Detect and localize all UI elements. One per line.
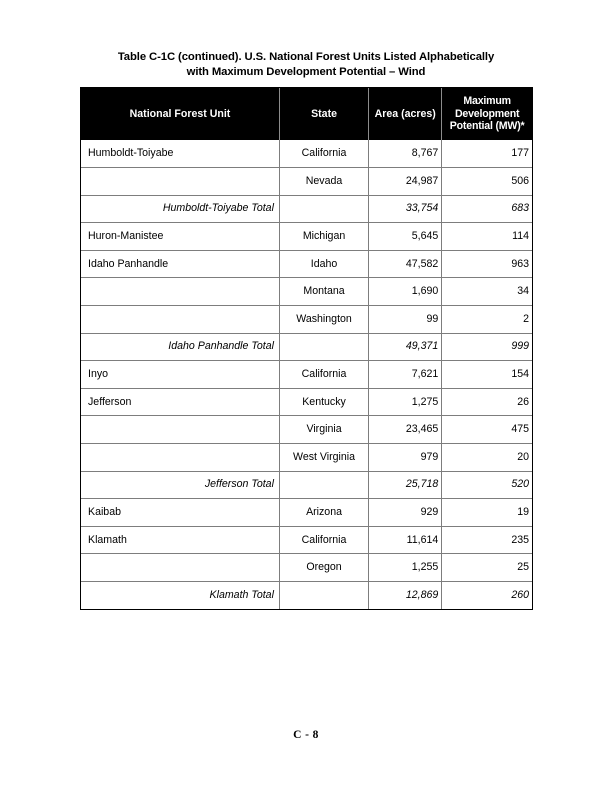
- column-header-max-development-potential: [442, 88, 532, 140]
- cell-max-development-potential-mw: 34: [442, 278, 532, 306]
- cell-max-development-potential-mw: 475: [442, 416, 532, 444]
- cell-state: West Virginia: [279, 444, 368, 472]
- table-row: [81, 168, 532, 196]
- cell-unit-total-label: Klamath Total: [81, 582, 279, 610]
- cell-area-acres: 33,754: [369, 195, 442, 223]
- table-row: [81, 195, 532, 223]
- cell-area-acres: 25,718: [369, 471, 442, 499]
- cell-area-acres: 929: [369, 499, 442, 527]
- table-row: [81, 416, 532, 444]
- cell-state: California: [279, 140, 368, 168]
- table-row: [81, 250, 532, 278]
- table-row: [81, 444, 532, 472]
- cell-area-acres: 979: [369, 444, 442, 472]
- table-title-line-2: with Maximum Development Potential – Wind: [186, 65, 426, 78]
- table-row: [81, 554, 532, 582]
- cell-max-development-potential-mw: 260: [442, 582, 532, 610]
- forest-units-table: [81, 88, 532, 609]
- cell-state: Michigan: [279, 223, 368, 251]
- cell-state: Kentucky: [279, 388, 368, 416]
- cell-national-forest-unit: [81, 306, 279, 334]
- table-body: [81, 140, 532, 609]
- column-header-mw-line-3: Potential (MW)*: [449, 120, 525, 133]
- cell-state: Washington: [279, 306, 368, 334]
- cell-max-development-potential-mw: 963: [442, 250, 532, 278]
- cell-area-acres: 7,621: [369, 361, 442, 389]
- cell-national-forest-unit: Idaho Panhandle: [81, 250, 279, 278]
- cell-state: California: [279, 526, 368, 554]
- cell-area-acres: 5,645: [369, 223, 442, 251]
- cell-national-forest-unit: Inyo: [81, 361, 279, 389]
- cell-area-acres: 23,465: [369, 416, 442, 444]
- cell-max-development-potential-mw: 235: [442, 526, 532, 554]
- cell-max-development-potential-mw: 19: [442, 499, 532, 527]
- cell-national-forest-unit: Humboldt-Toiyabe: [81, 140, 279, 168]
- cell-state: Arizona: [279, 499, 368, 527]
- cell-state: Oregon: [279, 554, 368, 582]
- forest-units-table-container: [80, 87, 533, 610]
- cell-state: [279, 333, 368, 361]
- cell-state: [279, 471, 368, 499]
- cell-national-forest-unit: [81, 278, 279, 306]
- cell-max-development-potential-mw: 154: [442, 361, 532, 389]
- cell-state: [279, 582, 368, 610]
- cell-max-development-potential-mw: 114: [442, 223, 532, 251]
- table-row: [81, 223, 532, 251]
- column-header-national-forest-unit: National Forest Unit: [81, 88, 279, 140]
- cell-max-development-potential-mw: 520: [442, 471, 532, 499]
- column-header-area-acres: Area (acres): [369, 88, 442, 140]
- cell-area-acres: 1,275: [369, 388, 442, 416]
- cell-state: Idaho: [279, 250, 368, 278]
- table-header-row: [81, 88, 532, 140]
- cell-unit-total-label: Jefferson Total: [81, 471, 279, 499]
- cell-national-forest-unit: [81, 554, 279, 582]
- cell-state: [279, 195, 368, 223]
- cell-national-forest-unit: [81, 444, 279, 472]
- table-row: [81, 388, 532, 416]
- table-header: [81, 88, 532, 140]
- cell-max-development-potential-mw: 999: [442, 333, 532, 361]
- column-header-mw-line-1: Maximum: [463, 95, 511, 108]
- cell-state: Virginia: [279, 416, 368, 444]
- cell-max-development-potential-mw: 20: [442, 444, 532, 472]
- page-number-footer: C - 8: [293, 729, 319, 741]
- cell-state: California: [279, 361, 368, 389]
- cell-area-acres: 12,869: [369, 582, 442, 610]
- table-row: [81, 582, 532, 610]
- table-row: [81, 306, 532, 334]
- cell-area-acres: 24,987: [369, 168, 442, 196]
- cell-max-development-potential-mw: 26: [442, 388, 532, 416]
- cell-max-development-potential-mw: 683: [442, 195, 532, 223]
- table-title-line-1: Table C-1C (continued). U.S. National Forest Units Listed Alphabetically: [117, 51, 495, 63]
- cell-area-acres: 8,767: [369, 140, 442, 168]
- cell-max-development-potential-mw: 2: [442, 306, 532, 334]
- cell-national-forest-unit: Jefferson: [81, 388, 279, 416]
- table-row: [81, 278, 532, 306]
- cell-unit-total-label: Idaho Panhandle Total: [81, 333, 279, 361]
- cell-max-development-potential-mw: 25: [442, 554, 532, 582]
- cell-unit-total-label: Humboldt-Toiyabe Total: [81, 195, 279, 223]
- cell-national-forest-unit: Huron-Manistee: [81, 223, 279, 251]
- table-row: [81, 471, 532, 499]
- table-row: [81, 140, 532, 168]
- cell-national-forest-unit: Klamath: [81, 526, 279, 554]
- table-row: [81, 499, 532, 527]
- table-row: [81, 333, 532, 361]
- table-title: [0, 50, 612, 79]
- cell-national-forest-unit: [81, 168, 279, 196]
- cell-state: Nevada: [279, 168, 368, 196]
- cell-area-acres: 11,614: [369, 526, 442, 554]
- column-header-mw-line-2: Development: [454, 107, 520, 120]
- cell-area-acres: 1,690: [369, 278, 442, 306]
- cell-max-development-potential-mw: 506: [442, 168, 532, 196]
- cell-national-forest-unit: Kaibab: [81, 499, 279, 527]
- cell-national-forest-unit: [81, 416, 279, 444]
- cell-area-acres: 47,582: [369, 250, 442, 278]
- column-header-state: State: [279, 88, 368, 140]
- cell-area-acres: 1,255: [369, 554, 442, 582]
- cell-area-acres: 99: [369, 306, 442, 334]
- table-row: [81, 361, 532, 389]
- cell-max-development-potential-mw: 177: [511, 147, 529, 160]
- cell-state: Montana: [279, 278, 368, 306]
- cell-area-acres: 49,371: [369, 333, 442, 361]
- table-row: [81, 526, 532, 554]
